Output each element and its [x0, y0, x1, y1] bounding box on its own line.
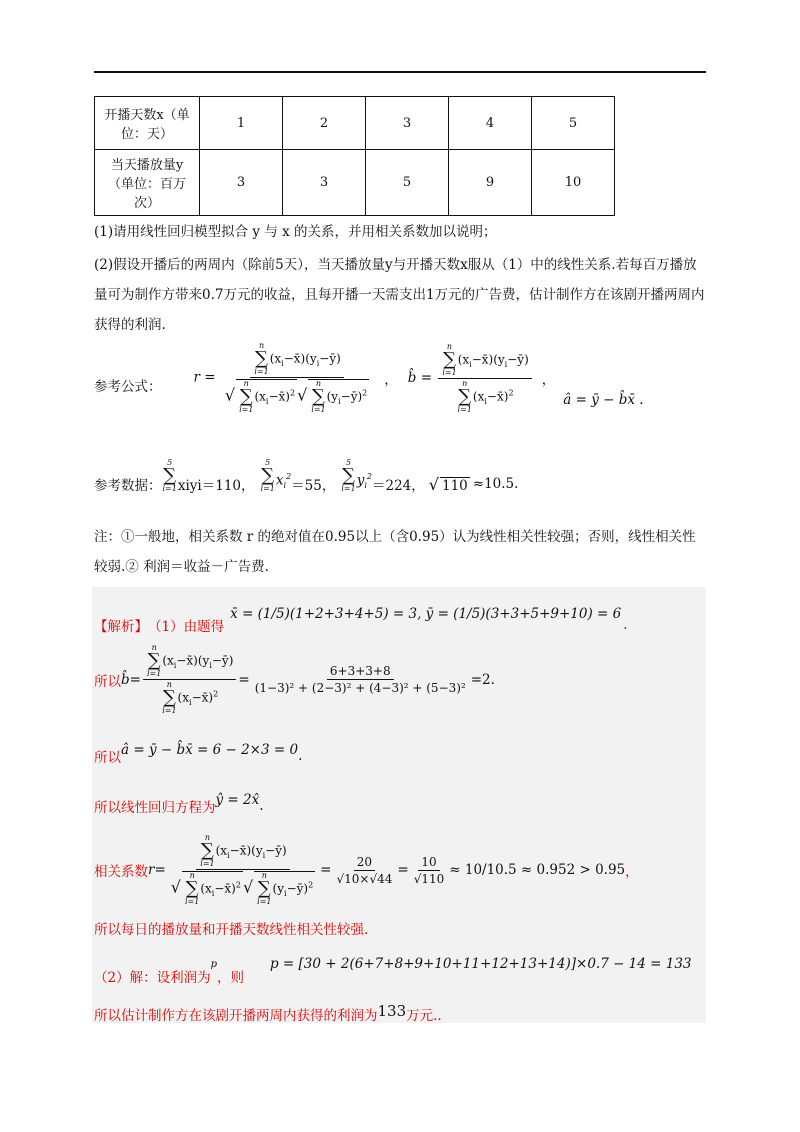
sum-x2: ＝55，: [291, 478, 336, 494]
table-cell: 1: [200, 97, 283, 150]
a-hat-expr: â = ȳ − b̂x̄ = 6 − 2×3 = 0: [121, 742, 299, 758]
table-cell: 2: [283, 97, 366, 150]
question-2: (2)假设开播后的两周内（除前5天），当天播放量y与开播天数x服从（1）中的线性关系.若每百万播放量可为制作方带来0.7万元的收益，且每开播一天需支出1万元的广告费，估计制作方在该剧开播两周内获得的利润.: [94, 257, 705, 333]
table-cell: 5: [366, 150, 449, 216]
a-hat-calculation: 所以 â = ȳ − b̂x̄ = 6 − 2×3 = 0 .: [94, 742, 303, 766]
table-cell: 3: [366, 97, 449, 150]
regression-eq: ŷ = 2x̂: [215, 792, 260, 808]
regression-equation: 所以线性回归方程为 ŷ = 2x̂ .: [94, 792, 264, 816]
a-hat-formula: â = ȳ − b̂x̄ .: [563, 392, 644, 408]
reference-formulas: 参考公式： r = n ∑ i=1 $(x_i-x̄)(y_i-ȳ)$ √ n ∑ i=1 $(x_i-x̄)^2$ √ n ∑ i=1 $(y_i-ȳ)^2$ ， b̂ = n ∑ i=1 $(x_i-x̄)(y_i-ȳ)$ n ∑ i=1 $(x_i-x̄)^2$ ， â = ȳ − b̂x̄ .: [94, 341, 644, 414]
r-formula: r = n ∑ i=1 $(x_i-x̄)(y_i-ȳ)$ √ n ∑ i=1 $(x_i-x̄)^2$ √ n ∑ i=1 $(y_i-ȳ)^2$: [193, 341, 368, 414]
means-expr: x̄ = (1/5)(1+2+3+4+5) = 3, ȳ = (1/5)(3+3+5+9+10) = 6: [230, 606, 622, 622]
table-cell: 3: [200, 150, 283, 216]
profit-value: 133: [377, 1002, 407, 1020]
table-row: [95, 150, 615, 216]
table-cell: 5: [532, 97, 615, 150]
solution-tag: 【解析】: [94, 619, 148, 635]
sum-xy: xiyi＝110，: [177, 478, 255, 494]
note: 注：①一般地，相关系数 r 的绝对值在0.95以上（含0.95）认为线性相关性较强；否则，线性相关性较弱.② 利润＝收益－广告费.: [94, 529, 696, 575]
solution-step-2: （2）解：设利润为 p ，则 p = [30 + 2(6+7+8+9+10+11+12+13+14)]×0.7 − 14 = 133: [94, 956, 692, 986]
step2-label: （2）解：设利润为: [94, 970, 211, 986]
reference-data: 参考数据： 5 ∑ i=1 xiyi＝110， 5 ∑ i=1 $x_i^2$ ＝55， 5 ∑ i=1 $y_i^2$ ＝224， √ 110 ≈10.5.: [94, 458, 519, 494]
conclusion-2: [94, 998, 442, 1024]
table-row: [95, 97, 615, 150]
r-calculation: 相关系数 r = n ∑ i=1 $(x_i-x̄)(y_i-ȳ)$ √ n ∑ i=1 $(x_i-x̄)^2$ √ n ∑ i=1 $(y_i-ȳ)^2$ = $\frac{20}{√10\times√44}$ = $\frac{10}{√110}$ ≈ 10/10.5 ≈ 0.952 > 0.95 ，: [94, 833, 639, 906]
conclusion-2-suffix: 万元..: [406, 1008, 442, 1024]
regression-label: 所以线性回归方程为: [94, 800, 216, 816]
step2-then: ，则: [217, 970, 244, 986]
question-1: (1)请用线性回归模型拟合 y 与 x 的关系，并用相关系数加以说明；: [94, 224, 497, 240]
row-header: 当天播放量y（单位：百万次）: [95, 150, 200, 216]
solution-step-1: 【解析】 （1）由题得 x̄ = (1/5)(1+2+3+4+5) = 3, ȳ = (1/5)(3+3+5+9+10) = 6 .: [94, 606, 628, 635]
data-table: [94, 96, 615, 216]
b-hat-denominator: (1−3)² + (2−3)² + (4−3)² + (5−3)²: [254, 681, 466, 695]
b-hat-formula: b̂ = n ∑ i=1 $(x_i-x̄)(y_i-ȳ)$ n ∑ i=1 $(x_i-x̄)^2$: [408, 343, 534, 414]
b-hat-label: 所以: [94, 673, 121, 690]
conclusion-1: 所以每日的播放量和开播天数线性相关性较强.: [94, 922, 369, 938]
table-cell: 4: [449, 97, 532, 150]
r-label: 相关系数: [94, 864, 148, 880]
formula-label: 参考公式：: [94, 379, 162, 395]
header-rule: [94, 71, 706, 73]
sum-y2: ＝224，: [372, 478, 425, 494]
row-header: 开播天数x（单位：天）: [95, 97, 200, 150]
table-cell: 3: [283, 150, 366, 216]
b-hat-calculation: 所以 b̂ = n ∑ i=1 $(x_i-x̄)(y_i-ȳ)$ n ∑ i=1 $(x_i-x̄)^2$ = $\frac{6+3+3+8}{\text{(1−3)² + (2−3)² + (4−3)² + (5−3)²}}$ =2 .: [94, 643, 495, 715]
table-cell: 9: [449, 150, 532, 216]
profit-expr: p = [30 + 2(6+7+8+9+10+11+12+13+14)]×0.7 − 14 = 133: [270, 956, 692, 972]
conclusion-2-prefix: 所以估计制作方在该剧开播两周内获得的利润为: [94, 1008, 378, 1024]
sqrt-110: ≈10.5.: [472, 476, 519, 492]
r-steps: ≈ 10/10.5 ≈ 0.952 > 0.95: [449, 862, 626, 878]
data-label: 参考数据：: [94, 478, 162, 494]
b-hat-numerator: 6+3+3+8: [327, 664, 394, 680]
step1-label: （1）由题得: [148, 619, 225, 635]
table-cell: 10: [532, 150, 615, 216]
a-hat-label: 所以: [94, 750, 121, 766]
b-hat-result: =2: [470, 671, 491, 688]
